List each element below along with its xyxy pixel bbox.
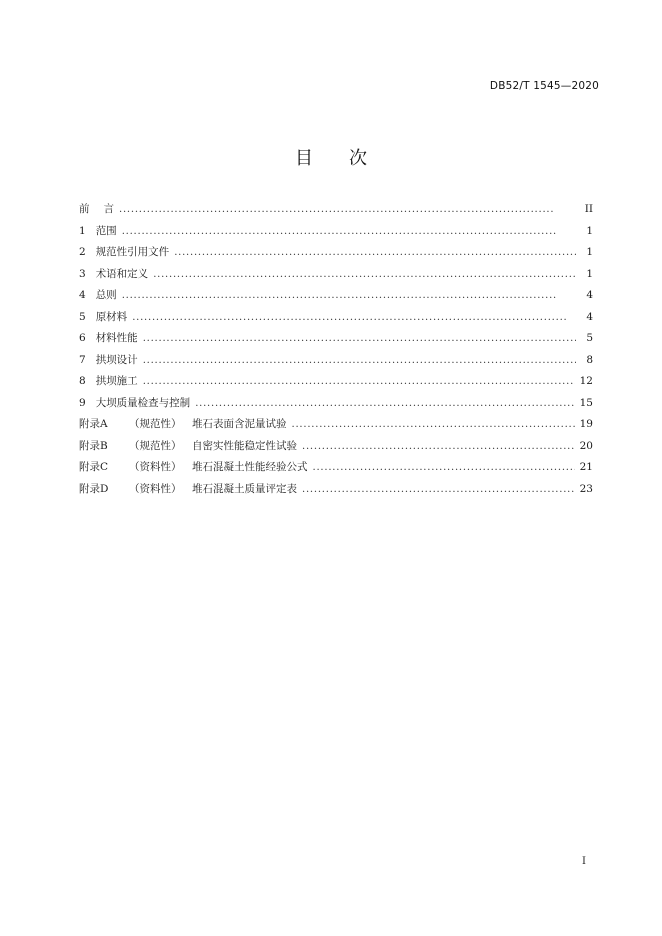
toc-entry-page: 4 [586, 289, 593, 301]
toc-entry[interactable] [79, 242, 593, 264]
toc-appendix-entry[interactable] [79, 436, 593, 458]
toc-entry[interactable] [79, 264, 593, 286]
toc-entry-page: 12 [579, 375, 593, 387]
toc-dot-leader [302, 436, 575, 458]
toc-entry-page: 4 [586, 310, 593, 323]
toc-entry-page: 1 [586, 224, 593, 237]
toc-entry-title: 材料性能 [95, 332, 138, 344]
toc-entry-title: 总则 [95, 289, 117, 301]
toc-dot-leader [143, 371, 575, 393]
toc-entry-page: 1 [586, 246, 593, 258]
toc-entry-page: 5 [586, 332, 593, 344]
appendix-page: 19 [579, 418, 593, 430]
appendix-category: （资料性） [129, 482, 182, 495]
appendix-category: （规范性） [129, 439, 182, 452]
appendix-title: 堆石混凝土质量评定表 [192, 482, 297, 495]
toc-entry[interactable] [79, 371, 593, 393]
toc-entry[interactable] [79, 199, 593, 221]
document-code: DB52/T 1545—2020 [489, 80, 599, 92]
toc-entry-number: 前 [79, 203, 90, 215]
toc-entry-number: 7 [79, 353, 86, 366]
toc-appendix-entry[interactable] [79, 479, 593, 501]
toc-entry[interactable] [79, 350, 593, 372]
toc-entry-number: 8 [79, 375, 86, 387]
toc-entry-number: 3 [79, 267, 86, 280]
toc-dot-leader [143, 350, 576, 372]
appendix-page: 20 [579, 439, 593, 452]
toc-appendix-entry[interactable] [79, 457, 593, 479]
toc-entry[interactable] [79, 221, 593, 243]
toc-entry-title: 言 [103, 203, 114, 215]
appendix-title: 堆石表面含泥量试验 [192, 418, 287, 430]
toc-entry-title: 范围 [95, 224, 117, 237]
toc-dot-leader [195, 393, 574, 415]
toc-entry-title: 术语和定义 [95, 267, 149, 280]
toc-dot-leader [143, 328, 576, 350]
toc-entry-number: 2 [79, 246, 86, 258]
toc-appendix-entry[interactable] [79, 414, 593, 436]
toc-dot-leader [174, 242, 576, 264]
table-of-contents [79, 199, 593, 500]
appendix-label: 附录D [79, 482, 109, 495]
appendix-label: 附录B [79, 439, 108, 452]
toc-entry[interactable] [79, 328, 593, 350]
toc-dot-leader [132, 307, 576, 329]
toc-entry-number: 1 [79, 224, 86, 237]
toc-dot-leader [119, 199, 576, 221]
toc-entry-page: 1 [586, 267, 593, 280]
appendix-page: 21 [579, 461, 593, 473]
appendix-title: 堆石混凝土性能经验公式 [192, 461, 308, 473]
appendix-page: 23 [579, 482, 593, 495]
toc-entry-title: 规范性引用文件 [95, 246, 170, 258]
toc-dot-leader [122, 285, 576, 307]
appendix-category: （规范性） [129, 418, 182, 430]
appendix-label: 附录C [79, 461, 109, 473]
toc-title: 目次 [295, 148, 403, 169]
toc-dot-leader [292, 414, 575, 436]
toc-entry-title: 拱坝设计 [95, 353, 138, 366]
toc-entry[interactable] [79, 393, 593, 415]
toc-dot-leader [153, 264, 576, 286]
appendix-title: 自密实性能稳定性试验 [192, 439, 297, 452]
toc-entry-page: 15 [579, 396, 593, 409]
appendix-label: 附录A [79, 418, 108, 430]
toc-entry-title: 拱坝施工 [95, 375, 138, 387]
toc-entry-number: 6 [79, 332, 86, 344]
toc-dot-leader [302, 479, 575, 501]
toc-entry-page: 8 [586, 353, 593, 366]
toc-entry-title: 大坝质量检查与控制 [95, 396, 191, 409]
toc-dot-leader [122, 221, 576, 243]
toc-entry-title: 原材料 [95, 310, 128, 323]
toc-dot-leader [313, 457, 575, 479]
toc-entry[interactable] [79, 285, 593, 307]
appendix-category: （资料性） [129, 461, 182, 473]
toc-entry[interactable] [79, 307, 593, 329]
toc-entry-number: 5 [79, 310, 86, 323]
toc-entry-page: II [584, 203, 593, 215]
page-number: I [582, 856, 586, 867]
toc-entry-number: 4 [79, 289, 86, 301]
toc-entry-number: 9 [79, 396, 86, 409]
